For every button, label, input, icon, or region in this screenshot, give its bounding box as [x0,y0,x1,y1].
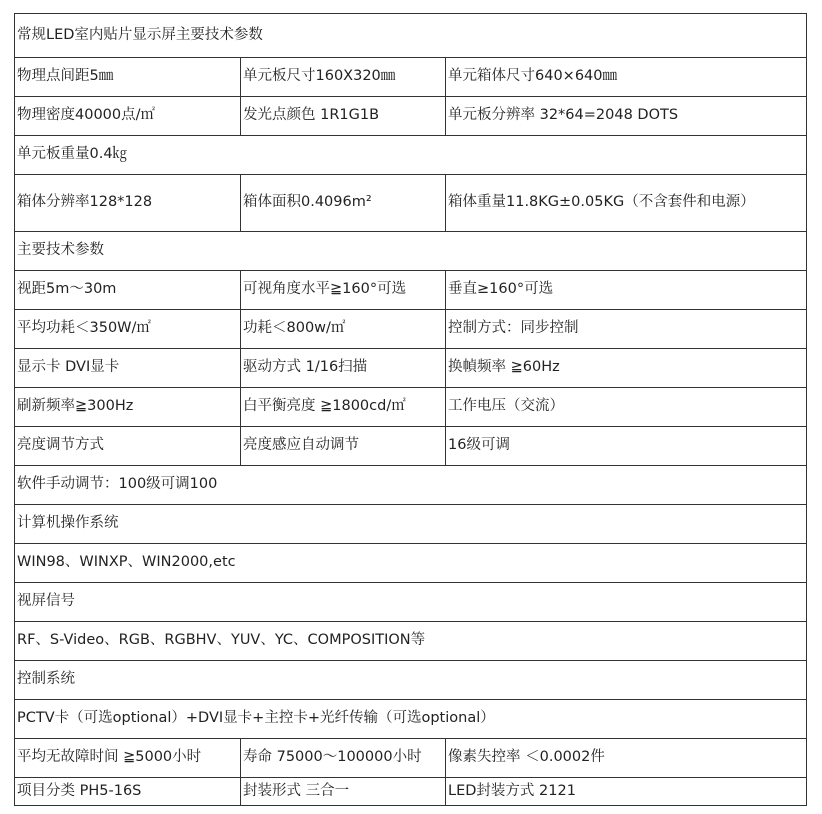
section-cell: 软件手动调节：100级可调100 [15,466,807,505]
spec-cell: 箱体面积0.4096m² [241,175,446,232]
spec-cell: 垂直≥160°可选 [446,271,807,310]
spec-cell: 亮度调节方式 [15,427,241,466]
table-row [15,544,807,583]
spec-cell: 箱体分辨率128*128 [15,175,241,232]
spec-cell: 16级可调 [446,427,807,466]
section-cell: 视屏信号 [15,583,807,622]
spec-cell: 视距5m～30m [15,271,241,310]
spec-cell: 换幀频率 ≧60Hz [446,349,807,388]
spec-cell: 显示卡 DVI显卡 [15,349,241,388]
section-cell: 单元板重量0.4㎏ [15,136,807,175]
spec-cell: 工作电压（交流） [446,388,807,427]
section-cell: 计算机操作系统 [15,505,807,544]
spec-cell: 单元板分辨率 32*64=2048 DOTS [446,97,807,136]
spec-cell: 功耗＜800w/㎡ [241,310,446,349]
table-row [15,466,807,505]
table-row [15,739,807,778]
table-row [15,700,807,739]
spec-cell: 可视角度水平≧160°可选 [241,271,446,310]
section-cell: WIN98、WINXP、WIN2000,etc [15,544,807,583]
spec-cell: 刷新频率≧300Hz [15,388,241,427]
table-row [15,583,807,622]
spec-cell: 箱体重量11.8KG±0.05KG（不含套件和电源） [446,175,807,232]
spec-cell: 物理密度40000点/㎡ [15,97,241,136]
spec-table [14,13,807,806]
spec-cell: 像素失控率 ＜0.0002件 [446,739,807,778]
table-row [15,505,807,544]
spec-cell: 白平衡亮度 ≧1800cd/㎡ [241,388,446,427]
spec-cell: 物理点间距5㎜ [15,58,241,97]
spec-cell: 亮度感应自动调节 [241,427,446,466]
spec-cell: 寿命 75000～100000小时 [241,739,446,778]
table-row [15,427,807,466]
spec-cell: 控制方式：同步控制 [446,310,807,349]
section-cell: 主要技术参数 [15,232,807,271]
section-cell: RF、S-Video、RGB、RGBHV、YUV、YC、COMPOSITION等 [15,622,807,661]
spec-cell: 平均功耗＜350W/㎡ [15,310,241,349]
table-row [15,622,807,661]
section-cell: PCTV卡（可选optional）+DVI显卡+主控卡+光纤传输（可选optional） [15,700,807,739]
spec-cell: LED封装方式 2121 [446,778,807,806]
table-row [15,661,807,700]
spec-cell: 发光点颜色 1R1G1B [241,97,446,136]
spec-cell: 项目分类 PH5-16S [15,778,241,806]
spec-table-body [15,14,807,806]
table-row [15,310,807,349]
spec-cell: 封装形式 三合一 [241,778,446,806]
table-row [15,349,807,388]
table-row [15,97,807,136]
spec-cell: 单元板尺寸160X320㎜ [241,58,446,97]
table-row [15,388,807,427]
section-cell: 常规LED室内贴片显示屏主要技术参数 [15,14,807,58]
spec-cell: 平均无故障时间 ≧5000小时 [15,739,241,778]
section-cell: 控制系统 [15,661,807,700]
table-row [15,778,807,806]
table-row [15,136,807,175]
table-row [15,14,807,58]
spec-cell: 单元箱体尺寸640×640㎜ [446,58,807,97]
table-row [15,58,807,97]
table-row [15,175,807,232]
spec-cell: 驱动方式 1/16扫描 [241,349,446,388]
table-row [15,232,807,271]
table-row [15,271,807,310]
